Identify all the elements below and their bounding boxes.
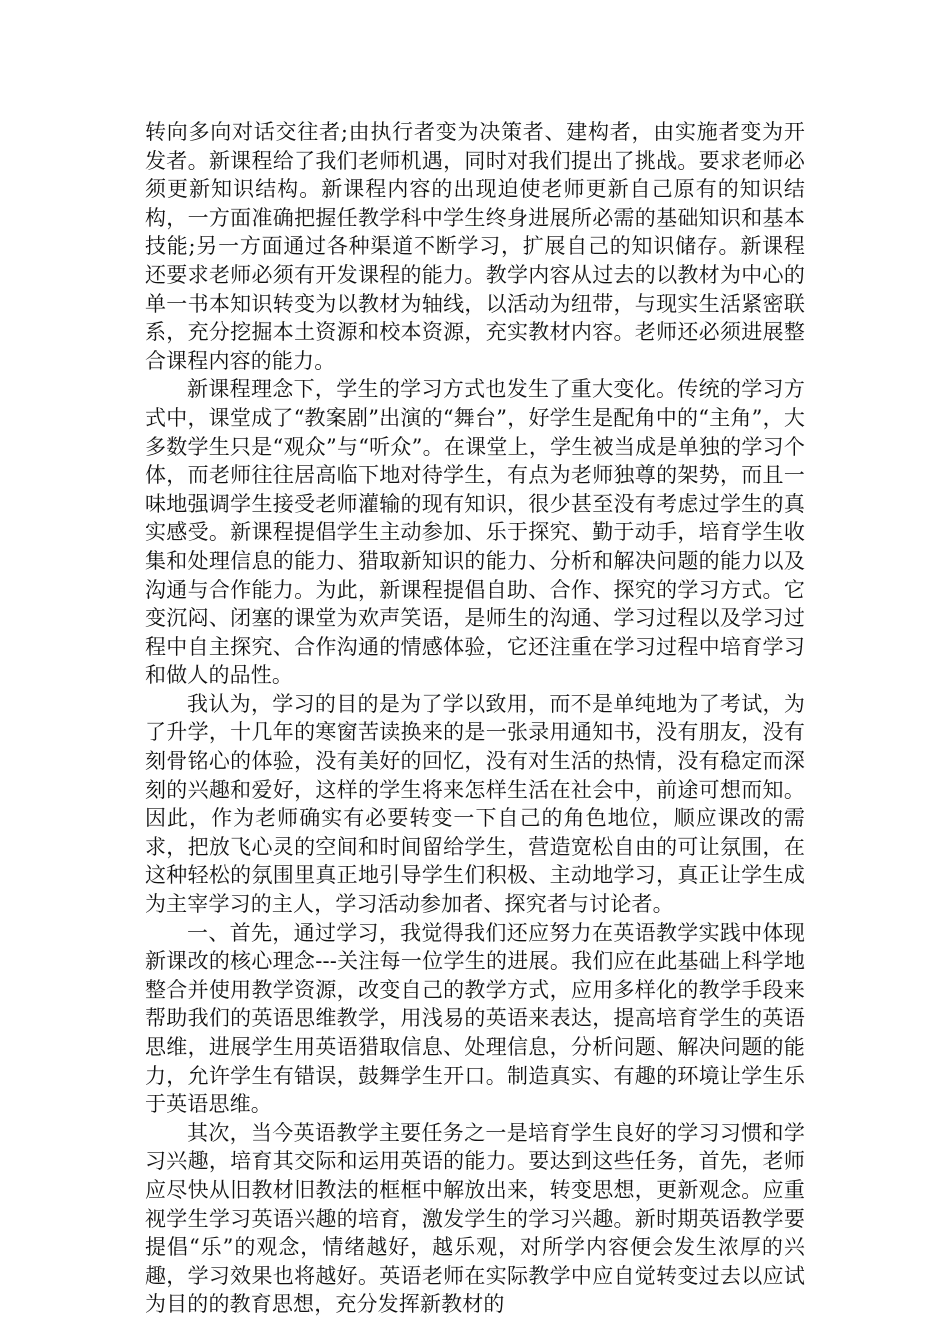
paragraph-1: 转向多向对话交往者;由执行者变为决策者、建构者，由实施者变为开发者。新课程给了我们老师机遇，同时对我们提出了挑战。要求老师必须更新知识结构。新课程内容的出现迫使老师更新自己原有的知识结构，一方面准确把握任教学科中学生终身进展所必需的基础知识和基本技能;另一方面通过各种渠道不断学习，扩展自己的知识储存。新课程还要求老师必须有开发课程的能力。教学内容从过去的以教材为中心的单一书本知识转变为以教材为轴线，以活动为纽带，与现实生活紧密联系，充分挖掘本土资源和校本资源，充实教材内容。老师还必须进展整合课程内容的能力。 — [145, 120, 805, 373]
paragraph-2: 新课程理念下，学生的学习方式也发生了重大变化。传统的学习方式中，课堂成了“教案剧”出演的“舞台”，好学生是配角中的“主角”，大多数学生只是“观众”与“听众”。在课堂上，学生被当成是单独的学习个体，而老师往往居高临下地对待学生，有点为老师独尊的架势，而且一味地强调学生接受老师灌输的现有知识，很少甚至没有考虑过学生的真实感受。新课程提倡学生主动参加、乐于探究、勤于动手，培育学生收集和处理信息的能力、猎取新知识的能力、分析和解决问题的能力以及沟通与合作能力。为此，新课程提倡自助、合作、探究的学习方式。它变沉闷、闭塞的课堂为欢声笑语，是师生的沟通、学习过程以及学习过程中自主探究、合作沟通的情感体验，它还注重在学习过程中培育学习和做人的品性。 — [145, 377, 805, 688]
body-text — [145, 118, 805, 1319]
paragraph-5: 其次，当今英语教学主要任务之一是培育学生良好的学习习惯和学习兴趣，培育其交际和运用英语的能力。要达到这些任务，首先，老师应尽快从旧教材旧教法的框框中解放出来，转变思想，更新观念。应重视学生学习英语兴趣的培育，激发学生的学习兴趣。新时期英语教学要提倡“乐”的观念，情绪越好，越乐观，对所学内容便会发生浓厚的兴趣，学习效果也将越好。英语老师在实际教学中应自觉转变过去以应试为目的的教育思想，充分发挥新教材的 — [145, 1120, 805, 1317]
paragraph-3: 我认为，学习的目的是为了学以致用，而不是单纯地为了考试，为了升学，十几年的寒窗苦读换来的是一张录用通知书，没有朋友，没有刻骨铭心的体验，没有美好的回忆，没有对生活的热情，没有稳定而深刻的兴趣和爱好，这样的学生将来怎样生活在社会中，前途可想而知。因此，作为老师确实有必要转变一下自己的角色地位，顺应课改的需求，把放飞心灵的空间和时间留给学生，营造宽松自由的可让氛围，在这种轻松的氛围里真正地引导学生们积极、主动地学习，真正让学生成为主宰学习的主人，学习活动参加者、探究者与讨论者。 — [145, 691, 805, 917]
paragraph-4: 一、首先，通过学习，我觉得我们还应努力在英语教学实践中体现新课改的核心理念---关注每一位学生的进展。我们应在此基础上科学地整合并使用教学资源，改变自己的教学方式，应用多样化的教学手段来帮助我们的英语思维教学，用浅易的英语来表达，提高培育学生的英语思维，进展学生用英语猎取信息、处理信息，分析问题、解决问题的能力，允许学生有错误，鼓舞学生开口。制造真实、有趣的环境让学生乐于英语思维。 — [145, 920, 805, 1117]
